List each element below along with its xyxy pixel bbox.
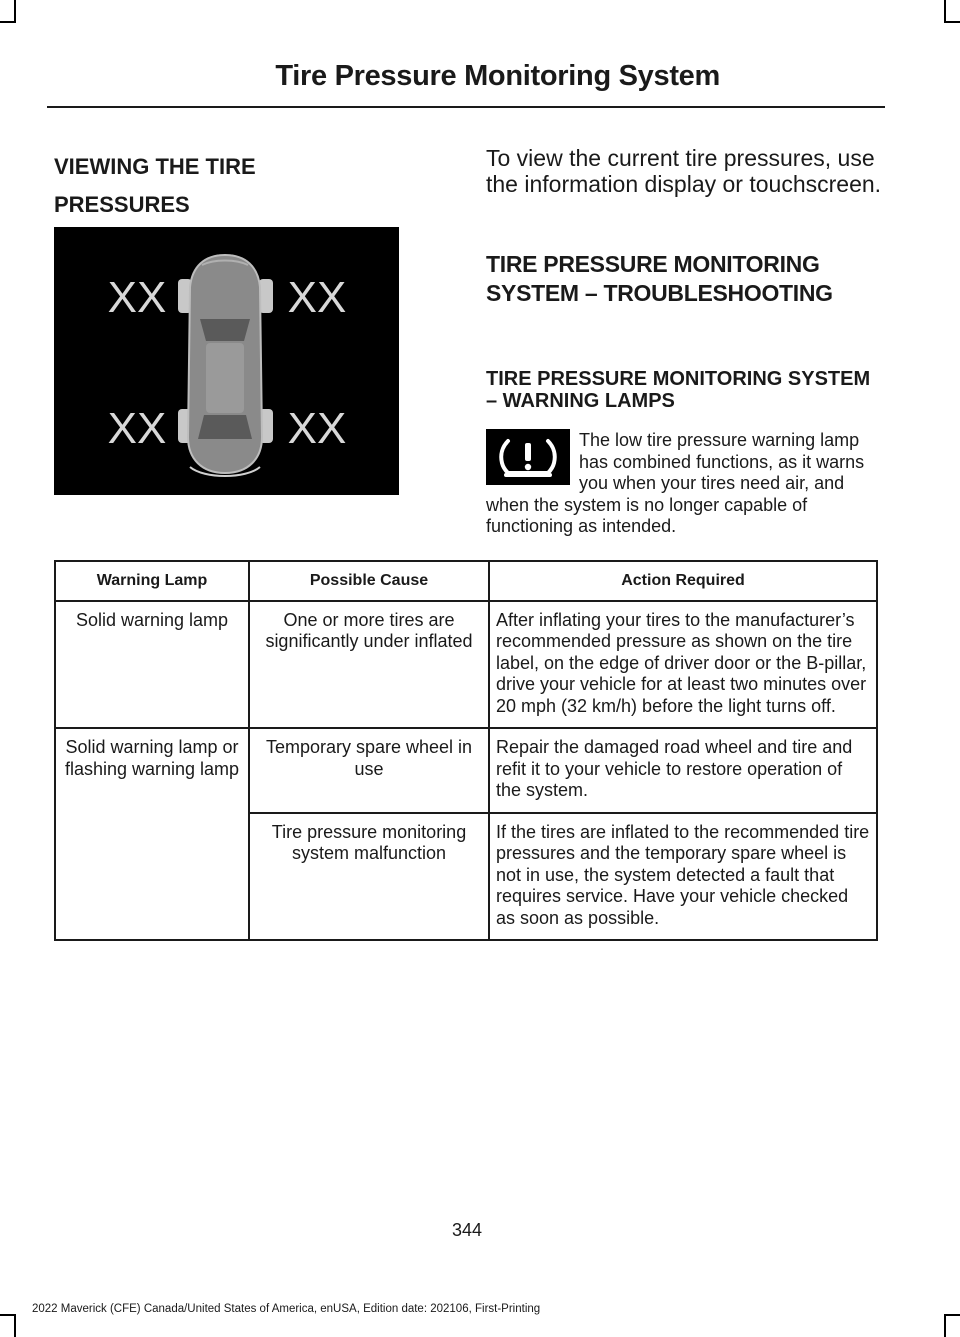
crop-mark (944, 21, 960, 23)
cell-warning-lamp: Solid warning lamp or flashing warning lamp (55, 728, 249, 940)
crop-mark (14, 0, 16, 22)
warning-lamp-table (54, 560, 878, 941)
cell-action-required: Repair the damaged road wheel and tire and refit it to your vehicle to restore operation of the system. (489, 728, 877, 813)
table-row (55, 601, 877, 729)
cell-action-required: If the tires are inflated to the recommended tire pressures and the temporary spare wheel is not in use, the system detected a fault that requires service. Have your vehicle checked as soon as possible. (489, 813, 877, 941)
crop-mark (0, 1314, 16, 1316)
warning-lamp-description-text: The low tire pressure warning lamp has combined functions, as it warns you when your tires need air, and when the system is no longer capable of functioning as intended. (486, 430, 865, 536)
column-header-possible-cause: Possible Cause (249, 561, 489, 601)
table-header-row (55, 561, 877, 601)
intro-text: To view the current tire pressures, use the information display or touchscreen. (486, 145, 882, 197)
column-header-warning-lamp: Warning Lamp (55, 561, 249, 601)
column-header-action-required: Action Required (489, 561, 877, 601)
crop-mark (944, 1315, 946, 1337)
tire-reading-rear-right: XX (287, 404, 347, 453)
header-rule (47, 106, 885, 108)
crop-mark (0, 21, 16, 23)
page-number: 344 (451, 1220, 483, 1240)
section-title-viewing: VIEWING THE TIRE PRESSURES (54, 154, 256, 217)
page-header-title: Tire Pressure Monitoring System (275, 60, 720, 92)
car-top-view-icon (54, 227, 399, 495)
subsection-title-warning-lamps: TIRE PRESSURE MONITORING SYSTEM – WARNING LAMPS (486, 368, 871, 412)
warning-lamp-description (486, 430, 880, 538)
tire-reading-front-right: XX (287, 273, 347, 322)
cell-possible-cause: Tire pressure monitoring system malfunction (249, 813, 489, 941)
cell-action-required: After inflating your tires to the manufacturer’s recommended pressure as shown on the tire label, on the edge of driver door or the B-pillar, drive your vehicle for at least two minutes over 20 mph (32 km/h) before the light turns off. (489, 601, 877, 729)
tire-pressure-display-image (54, 227, 399, 495)
cell-possible-cause: One or more tires are significantly under inflated (249, 601, 489, 729)
cell-possible-cause: Temporary spare wheel in use (249, 728, 489, 813)
edition-footer: 2022 Maverick (CFE) Canada/United States of America, enUSA, Edition date: 202106, First-Printing (32, 1303, 541, 1315)
table-row (55, 728, 877, 813)
tire-reading-front-left: XX (107, 273, 167, 322)
crop-mark (944, 1314, 960, 1316)
section-title-troubleshooting: TIRE PRESSURE MONITORING SYSTEM – TROUBLESHOOTING (486, 251, 833, 306)
cell-warning-lamp: Solid warning lamp (55, 601, 249, 729)
crop-mark (944, 0, 946, 22)
tire-reading-rear-left: XX (107, 404, 167, 453)
crop-mark (14, 1315, 16, 1337)
